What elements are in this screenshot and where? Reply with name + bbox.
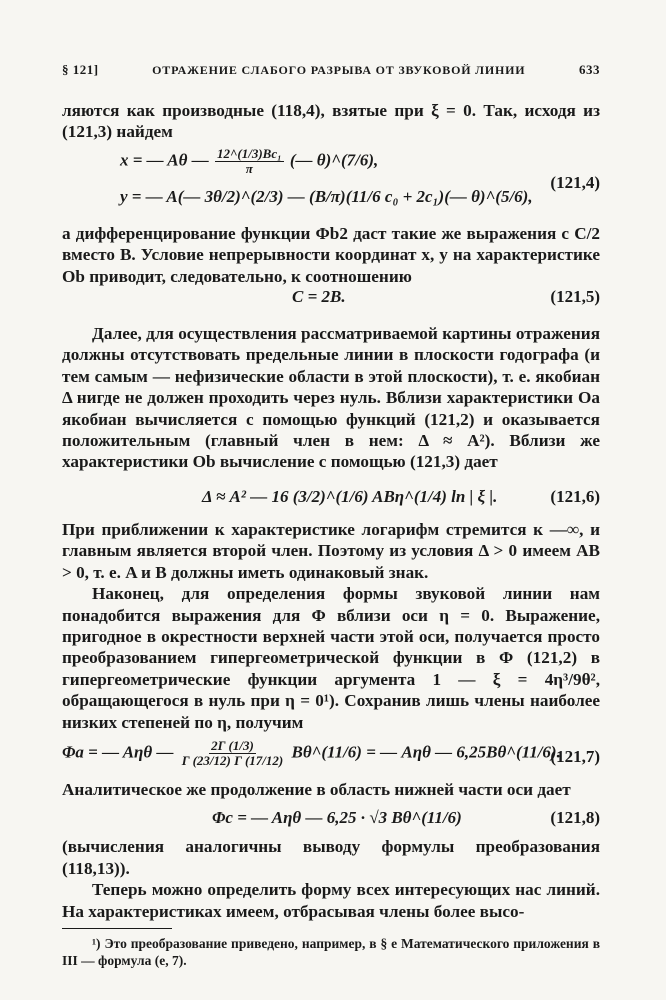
eq4a-frac-bot: π xyxy=(245,160,253,176)
paragraph-2: а дифференцирование функции Φb2 даст такие же выражения с C/2 вместо B. Условие непрерывности координат x, y на характеристике Ob приводит, следовательно, к соотношению xyxy=(62,223,600,286)
eq4a-rhs: (— θ)^(7/6), xyxy=(289,150,379,170)
paragraph-5: Наконец, для определения формы звуковой линии нам понадобится выражения для Φ вблизи оси η = 0. Выражение, пригодное в окрестности верхней части этой оси, получается просто преобразованием гипергеометрической функции в Φ (121,2) в гипергеометрические функции аргумента 1 — ξ = 4η³/9θ², обращающегося в нуль при η = 0¹). Сохранив лишь члены наиболее низких степеней по η, получим xyxy=(62,584,600,732)
eq5: C = 2B. xyxy=(292,287,346,307)
running-header xyxy=(62,62,600,80)
eq4a-lhs: x = — Aθ — xyxy=(120,150,209,170)
eq4b: y = — A(— 3θ/2)^(2/3) — (B/π)(11/6 c₀ + 2c₁)(— θ)^(5/6), xyxy=(120,186,533,206)
paragraph-6: Аналитическое же продолжение в область нижней части оси дает xyxy=(62,779,571,799)
equation-121-4 xyxy=(62,143,600,223)
page xyxy=(62,62,600,969)
eq7-frac-bot: Γ (23/12) Γ (17/12) xyxy=(181,752,284,768)
footnote: ¹) Это преобразование приведено, например, в § е Математического приложения в III — формула (е, 7). xyxy=(62,935,600,968)
equation-121-8 xyxy=(62,800,600,836)
paragraph-7: (вычисления аналогичны выводу формулы преобразования (118,13)). xyxy=(62,837,600,878)
paragraph-1: ляются как производные (118,4), взятые при ξ = 0. Так, исходя из (121,3) найдем xyxy=(62,101,600,142)
paragraph-3: Далее, для осуществления рассматриваемой картины отражения должны отсутствовать предельные линии в плоскости годографа (и тем самым — нефизические области в этой плоскости), т. е. якобиан Δ нигде не должен проходить через нуль. Вблизи характеристики Oa якобиан вычисляется с помощью функций (121,2) и оказывается положительным (главный член в нем: Δ ≈ A²). Вблизи же характеристики Ob вычисление с помощью (121,3) дает xyxy=(62,324,600,472)
eq4-number: (121,4) xyxy=(550,172,600,192)
paragraph-8: Теперь можно определить форму всех интересующих нас линий. На характеристиках имеем, отбрасывая члены более высо- xyxy=(62,880,600,921)
page-number: 633 xyxy=(578,62,600,77)
equation-121-7 xyxy=(62,733,600,779)
footnote-divider xyxy=(62,928,172,929)
eq5-number: (121,5) xyxy=(550,287,600,307)
eq7-frac-top: 2Γ (1/3) xyxy=(211,737,254,753)
eq4a-fraction xyxy=(215,147,284,176)
eq4a-frac-top: 12^(1/3)Bc₁ xyxy=(216,145,282,161)
eq7-number: (121,7) xyxy=(550,746,600,766)
paragraph-4: При приближении к характеристике логарифм стремится к —∞, и главным является второй член. Поэтому из условия Δ > 0 имеем AB > 0, т. е. A и B должны иметь одинаковый знак. xyxy=(62,519,600,582)
equation-121-5 xyxy=(62,287,600,311)
eq7-fraction xyxy=(180,739,286,768)
eq6-number: (121,6) xyxy=(550,486,600,506)
running-title: ОТРАЖЕНИЕ СЛАБОГО РАЗРЫВА ОТ ЗВУКОВОЙ ЛИНИИ xyxy=(152,63,526,77)
section-ref: § 121] xyxy=(62,62,99,77)
eq6: Δ ≈ A² — 16 (3/2)^(1/6) ABη^(1/4) ln | ξ |. xyxy=(202,486,498,506)
eq7-rhs: Bθ^(11/6) = — Aηθ — 6,25Bθ^(11/6). xyxy=(291,742,561,762)
eq8-number: (121,8) xyxy=(550,808,600,828)
eq7-lhs: Φa = — Aηθ — xyxy=(62,742,174,762)
eq8: Φc = — Aηθ — 6,25 · √3 Bθ^(11/6) xyxy=(212,808,462,828)
equation-121-6 xyxy=(62,473,600,519)
